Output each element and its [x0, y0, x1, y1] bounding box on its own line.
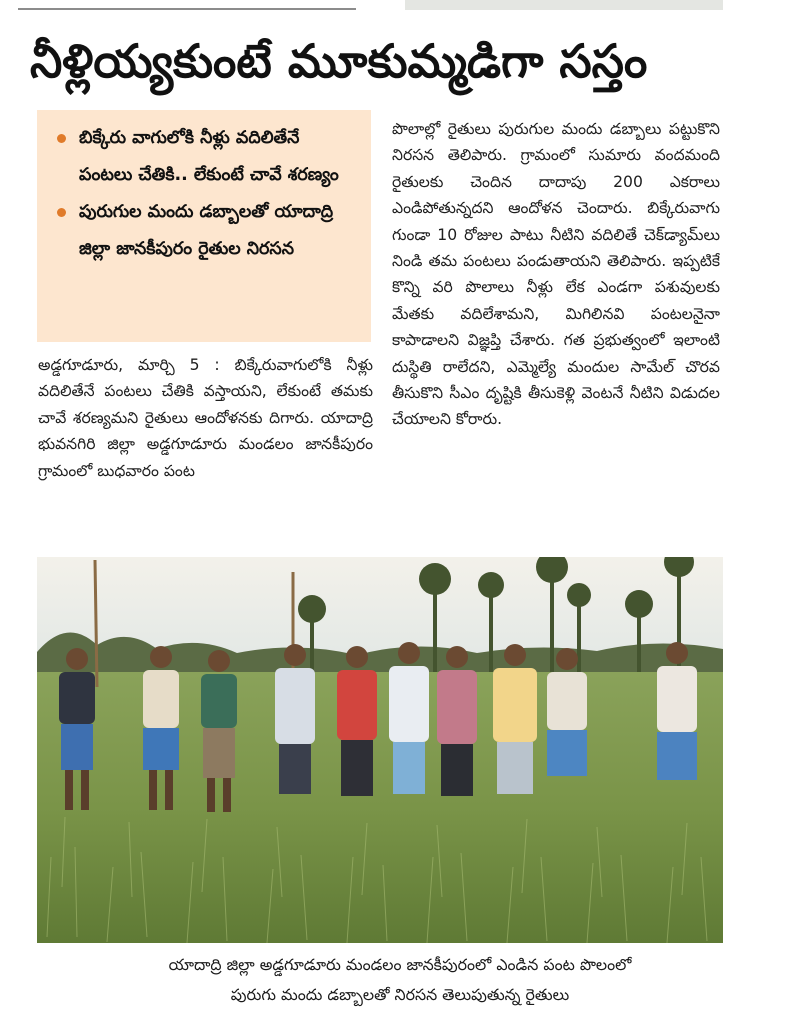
- highlight-box: [37, 110, 371, 342]
- bullet-icon: [57, 208, 66, 217]
- top-grey-band: [405, 0, 723, 10]
- highlight-text: పురుగుల మందు డబ్బాలతో యాదాద్రి జిల్లా జానకీపురం రైతుల నిరసన: [79, 202, 334, 259]
- photo-caption: [40, 950, 760, 1010]
- article-left-column: [38, 352, 373, 484]
- article-text-right: పొలాల్లో రైతులు పురుగుల మందు డబ్బాలు పట్టుకొని నిరసన తెలిపారు. గ్రామంలో సుమారు వందమంది రైతులకు చెందిన దాదాపు 200 ఎకరాలు ఎండిపోతున్నదని ఆందోళన చెందారు. బిక్కేరువాగు గుండా 10 రోజుల పాటు నీటిని వదిలితే చెక్‌డ్యామ్‌లు నిండి తమ పంటలు పండుతాయని తెలిపారు. ఇప్పటికే కొన్ని వరి పొలాలు నీళ్లు లేక ఎండగా పశువులకు మేతకు వదిలేశామని, మిగిలినవి పంటలనైనా కాపాడాలని విజ్ఞప్తి చేశారు. గత ప్రభుత్వంలో ఇలాంటి దుస్థితి రాలేదని, ఎమ్మెల్యే మందుల సామేల్ చొరవ తీసుకొని సీఎం దృష్టికి తీసుకెళ్లి వెంటనే నీటిని విడుదల చేయాలని కోరారు.: [392, 120, 720, 429]
- farmers-protest-photo: [37, 557, 723, 943]
- article-text-left: అడ్డగూడూరు, మార్చి 5 : బిక్కేరువాగులోకి నీళ్లు వదిలితేనే పంటలు చేతికి వస్తాయని, లేకుంటే తమకు చావే శరణ్యమని రైతులు ఆందోళనకు దిగారు. యాదాద్రి భువనగిరి జిల్లా అడ్డగూడూరు మండలం జానకీపురం గ్రామంలో బుధవారం పంట: [38, 356, 373, 480]
- photo-illustration: [37, 557, 723, 943]
- top-divider: [18, 8, 356, 10]
- highlight-text: బిక్కేరు వాగులోకి నీళ్లు వదిలితేనే పంటలు చేతికి.. లేకుంటే చావే శరణ్యం: [79, 128, 339, 185]
- bullet-icon: [57, 134, 66, 143]
- article-right-column: [392, 116, 720, 433]
- headline: నీళ్లియ్యకుంటే మూకుమ్మడిగా సస్తం: [30, 34, 648, 88]
- highlight-item: [53, 194, 357, 268]
- caption-line-1: యాదాద్రి జిల్లా అడ్డగూడూరు మండలం జానకీపురంలో ఎండిన పంట పొలంలో: [168, 955, 632, 974]
- highlight-item: [53, 120, 357, 194]
- caption-line-2: పురుగు మందు డబ్బాలతో నిరసన తెలుపుతున్న రైతులు: [230, 985, 570, 1004]
